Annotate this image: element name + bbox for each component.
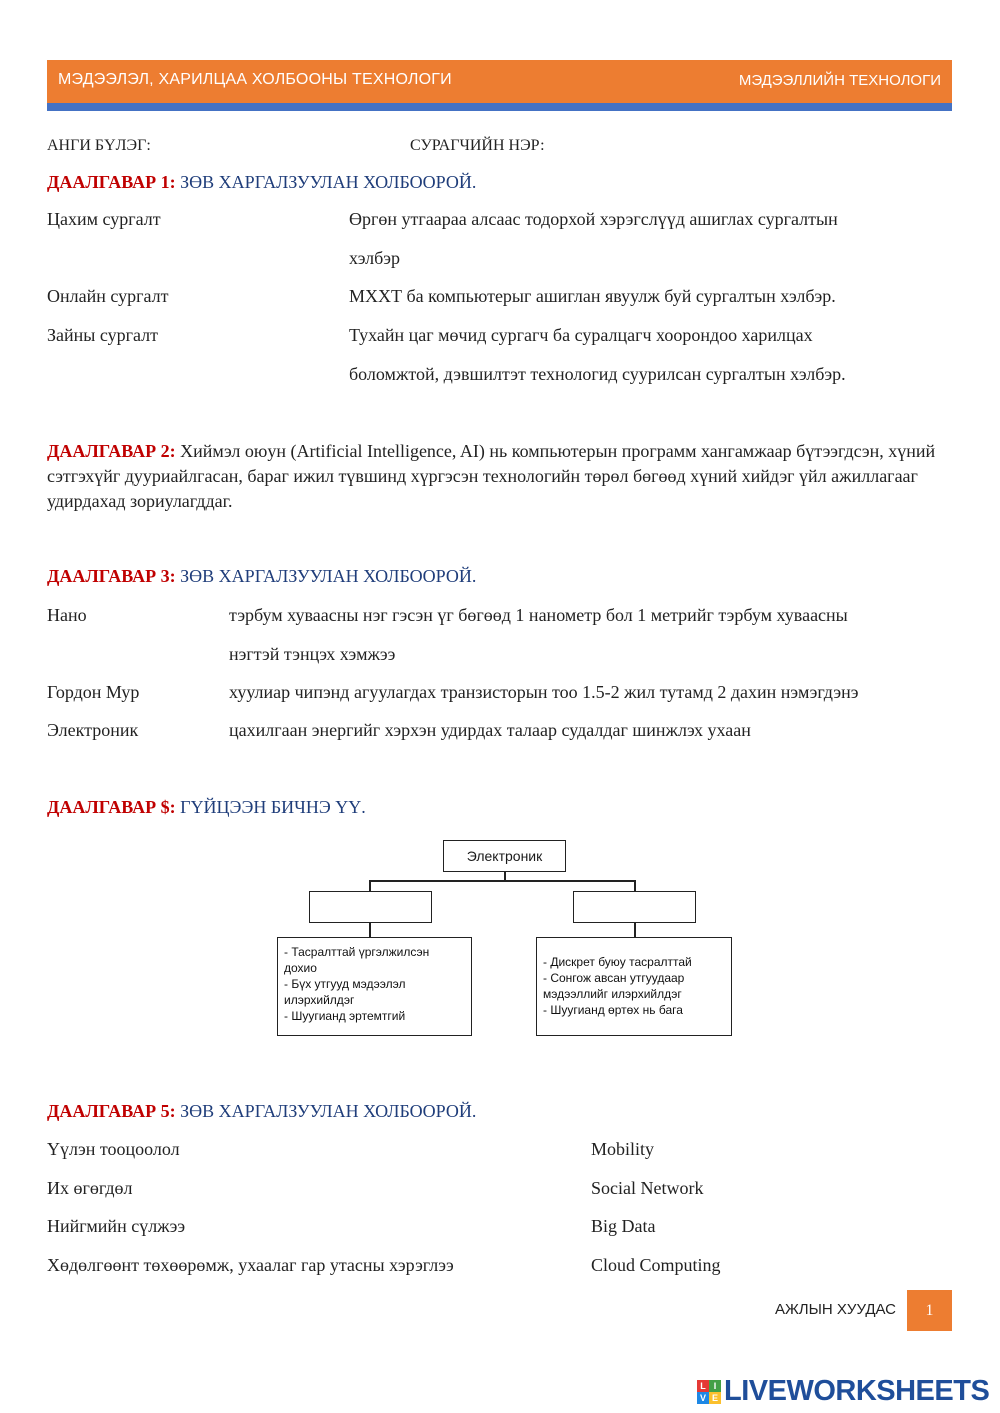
- task2-label: ДААЛГАВАР 2:: [47, 441, 176, 461]
- task5-right-item[interactable]: Social Network: [591, 1178, 704, 1198]
- diagram-answer-input-left[interactable]: [309, 891, 432, 923]
- list-item: дохио: [284, 961, 317, 975]
- analog-description-box: [277, 937, 472, 1036]
- task5-left-item[interactable]: Их өгөгдөл: [47, 1178, 133, 1198]
- class-label: АНГИ БҮЛЭГ:: [47, 137, 151, 154]
- liveworksheets-logo[interactable]: [697, 1375, 989, 1408]
- task3-right-item[interactable]: цахилгаан энергийг хэрхэн удирдах талаар судалдаг шинжлэх ухаан: [229, 720, 751, 740]
- task5-right-item[interactable]: Big Data: [591, 1216, 656, 1236]
- logo-letter: V: [697, 1392, 709, 1404]
- task5-instruction: ЗӨВ ХАРГАЛЗУУЛАН ХОЛБООРОЙ.: [180, 1101, 477, 1121]
- task1-right-item[interactable]: боломжтой, дэвшилтэт технологид суурилсан сургалтын хэлбэр.: [349, 364, 846, 384]
- list-item: - Сонгож авсан утгуудаар: [543, 971, 685, 985]
- logo-letter: L: [697, 1380, 709, 1392]
- list-item: - Шуугианд өртөх нь бага: [543, 1003, 683, 1017]
- logo-letter: E: [709, 1392, 721, 1404]
- task1-instruction: ЗӨВ ХАРГАЛЗУУЛАН ХОЛБООРОЙ.: [180, 172, 477, 192]
- list-item: - Бүх утгууд мэдээлэл: [284, 977, 406, 991]
- connector-line: [634, 923, 636, 938]
- task1-label: ДААЛГАВАР 1:: [47, 172, 176, 192]
- logo-letter: I: [709, 1380, 721, 1392]
- task1-right-item[interactable]: Тухайн цаг мөчид сургагч ба суралцагч хоорондоо харилцах: [349, 325, 813, 345]
- task5-left-item[interactable]: Хөдөлгөөнт төхөөрөмж, ухаалаг гар утасны хэрэглээ: [47, 1255, 454, 1275]
- task3-left-item[interactable]: Электроник: [47, 720, 139, 740]
- task2-text: Хиймэл оюун (Artificial Intelligence, AI) нь компьютерын программ хангамжаар бүтээгдсэн, хүний сэтгэхүйг дууриайлгасан, бараг ижил түвшинд хүргэсэн технологийн төрөл бөгөөд хүний хийдэг үйл ажиллагааг удирдахад зориулагддаг.: [47, 441, 936, 511]
- task5-right-item[interactable]: Cloud Computing: [591, 1255, 721, 1275]
- task4-label: ДААЛГАВАР $:: [47, 797, 176, 817]
- list-item: илэрхийлдэг: [284, 993, 355, 1007]
- page-number: 1: [907, 1290, 952, 1331]
- task3-heading: [47, 566, 476, 587]
- diagram-answer-input-right[interactable]: [573, 891, 696, 923]
- connector-line: [369, 923, 371, 938]
- task5-heading: [47, 1101, 476, 1122]
- task2-paragraph: [47, 439, 952, 514]
- header-subject-title: МЭДЭЭЛЭЛ, ХАРИЛЦАА ХОЛБООНЫ ТЕХНОЛОГИ: [58, 71, 452, 88]
- header-course-title: МЭДЭЭЛЛИЙН ТЕХНОЛОГИ: [738, 72, 941, 89]
- task3-left-item[interactable]: Нано: [47, 605, 87, 625]
- task3-label: ДААЛГАВАР 3:: [47, 566, 176, 586]
- task5-label: ДААЛГАВАР 5:: [47, 1101, 176, 1121]
- task1-right-item[interactable]: хэлбэр: [349, 248, 401, 268]
- student-name-label: СУРАГЧИЙН НЭР:: [410, 137, 545, 154]
- task1-heading: [47, 172, 476, 193]
- task3-instruction: ЗӨВ ХАРГАЛЗУУЛАН ХОЛБООРОЙ.: [180, 566, 477, 586]
- list-item: мэдээллийг илэрхийлдэг: [543, 987, 682, 1001]
- task1-left-item[interactable]: Цахим сургалт: [47, 209, 161, 229]
- task1-left-item[interactable]: Зайны сургалт: [47, 325, 158, 345]
- list-item: - Тасралттай үргэлжилсэн: [284, 945, 430, 959]
- task3-left-item[interactable]: Гордон Мур: [47, 682, 140, 702]
- task3-right-item[interactable]: нэгтэй тэнцэх хэмжээ: [229, 644, 396, 664]
- footer-worksheet-label: АЖЛЫН ХУУДАС: [774, 1301, 896, 1318]
- task3-right-item[interactable]: тэрбум хуваасны нэг гэсэн үг бөгөөд 1 нанометр бол 1 метрийг тэрбум хуваасны: [229, 605, 848, 625]
- task1-right-item[interactable]: Өргөн утгаараа алсаас тодорхой хэрэгслүүд ашиглах сургалтын: [349, 209, 838, 229]
- header-accent-line: [47, 103, 952, 111]
- task1-right-item[interactable]: МХХТ ба компьютерыг ашиглан явуулж буй сургалтын хэлбэр.: [349, 286, 836, 306]
- task5-right-item[interactable]: Mobility: [591, 1139, 655, 1159]
- liveworksheets-wordmark: LIVEWORKSHEETS: [724, 1375, 990, 1407]
- task3-right-item[interactable]: хуулиар чипэнд агуулагдах транзисторын тоо 1.5-2 жил тутамд 2 дахин нэмэгдэнэ: [229, 682, 859, 702]
- task4-instruction: ГҮЙЦЭЭН БИЧНЭ ҮҮ.: [180, 797, 366, 817]
- digital-description-box: [536, 937, 732, 1036]
- liveworksheets-icon: [697, 1380, 721, 1404]
- list-item: - Шуугианд эртемтгий: [284, 1009, 406, 1023]
- task1-left-item[interactable]: Онлайн сургалт: [47, 286, 169, 306]
- task4-heading: [47, 797, 366, 818]
- task5-left-item[interactable]: Нийгмийн сүлжээ: [47, 1216, 186, 1236]
- list-item: - Дискрет буюу тасралттай: [543, 955, 692, 969]
- diagram-root-box: Электроник: [443, 840, 566, 872]
- connector-line: [369, 880, 635, 882]
- task5-left-item[interactable]: Үүлэн тооцоолол: [47, 1139, 180, 1159]
